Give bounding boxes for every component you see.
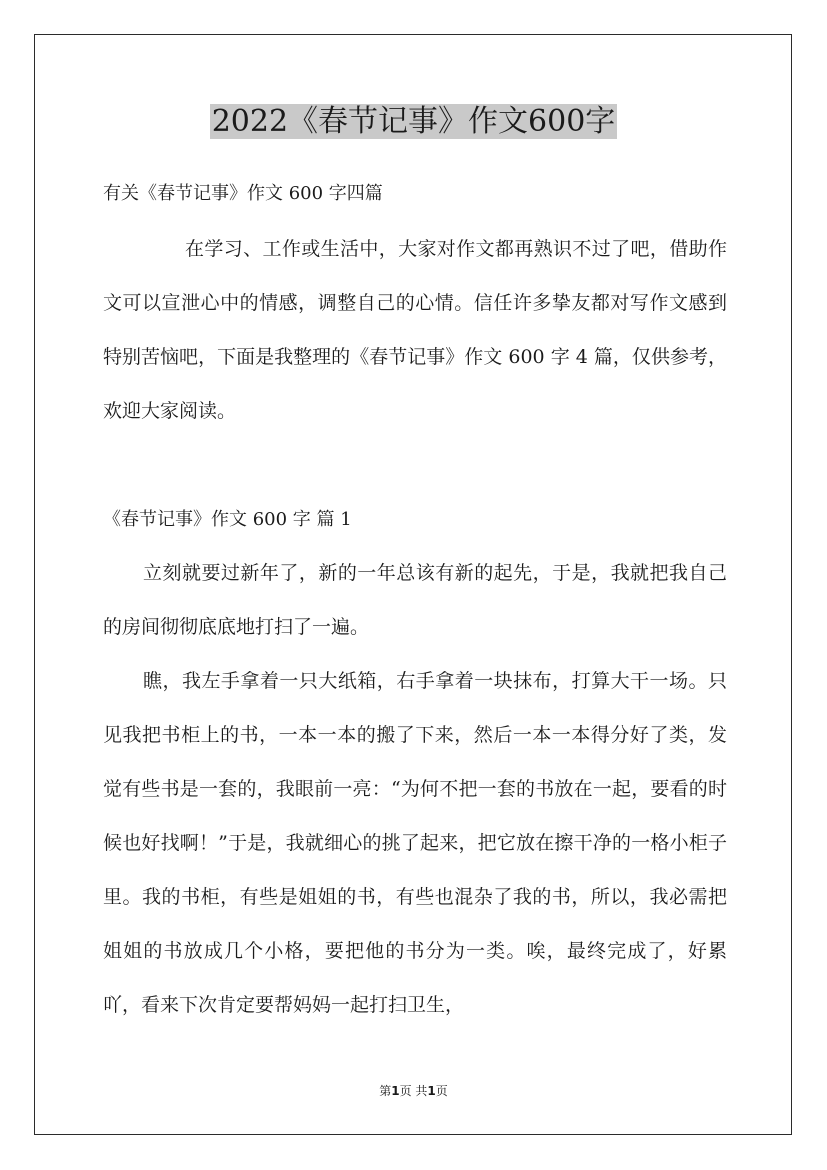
page-footer (0, 1083, 827, 1099)
footer-mid: 页 共 (399, 1084, 428, 1098)
footer-suffix: 页 (435, 1084, 448, 1098)
body-paragraph-2: 瞧，我左手拿着一只大纸箱，右手拿着一块抹布，打算大干一场。只见我把书柜上的书，一本一本的搬了下来，然后一本一本得分好了类，发觉有些书是一套的，我眼前一亮：“为何不把一套的书放在一起，要看的时候也好找啊！”于是，我就细心的挑了起来，把它放在擦干净的一格小柜子里。我的书柜，有些是姐姐的书，有些也混杂了我的书，所以，我必需把姐姐的书放成几个小格，要把他的书分为一类。唉，最终完成了，好累吖，看来下次肯定要帮妈妈一起打扫卫生， (103, 670, 727, 1016)
document-subtitle: 有关《春节记事》作文 600 字四篇 (103, 183, 383, 204)
document-title-text: 2022《春节记事》作文600字 (211, 104, 616, 139)
body-paragraph-1: 立刻就要过新年了，新的一年总该有新的起先，于是，我就把我自己的房间彻彻底底地打扫了一遍。 (103, 562, 727, 638)
footer-page-current: 1 (391, 1084, 400, 1098)
footer-page-total: 1 (427, 1084, 436, 1098)
intro-paragraph: 在学习、工作或生活中，大家对作文都再熟识不过了吧，借助作文可以宣泄心中的情感，调整自己的心情。信任许多挚友都对写作文感到特别苦恼吧，下面是我整理的《春节记事》作文 600 字 4 篇，仅供参考，欢迎大家阅读。 (103, 238, 727, 422)
section-heading: 《春节记事》作文 600 字 篇 1 (103, 509, 352, 530)
document-title (0, 100, 827, 144)
footer-prefix: 第 (379, 1084, 392, 1098)
